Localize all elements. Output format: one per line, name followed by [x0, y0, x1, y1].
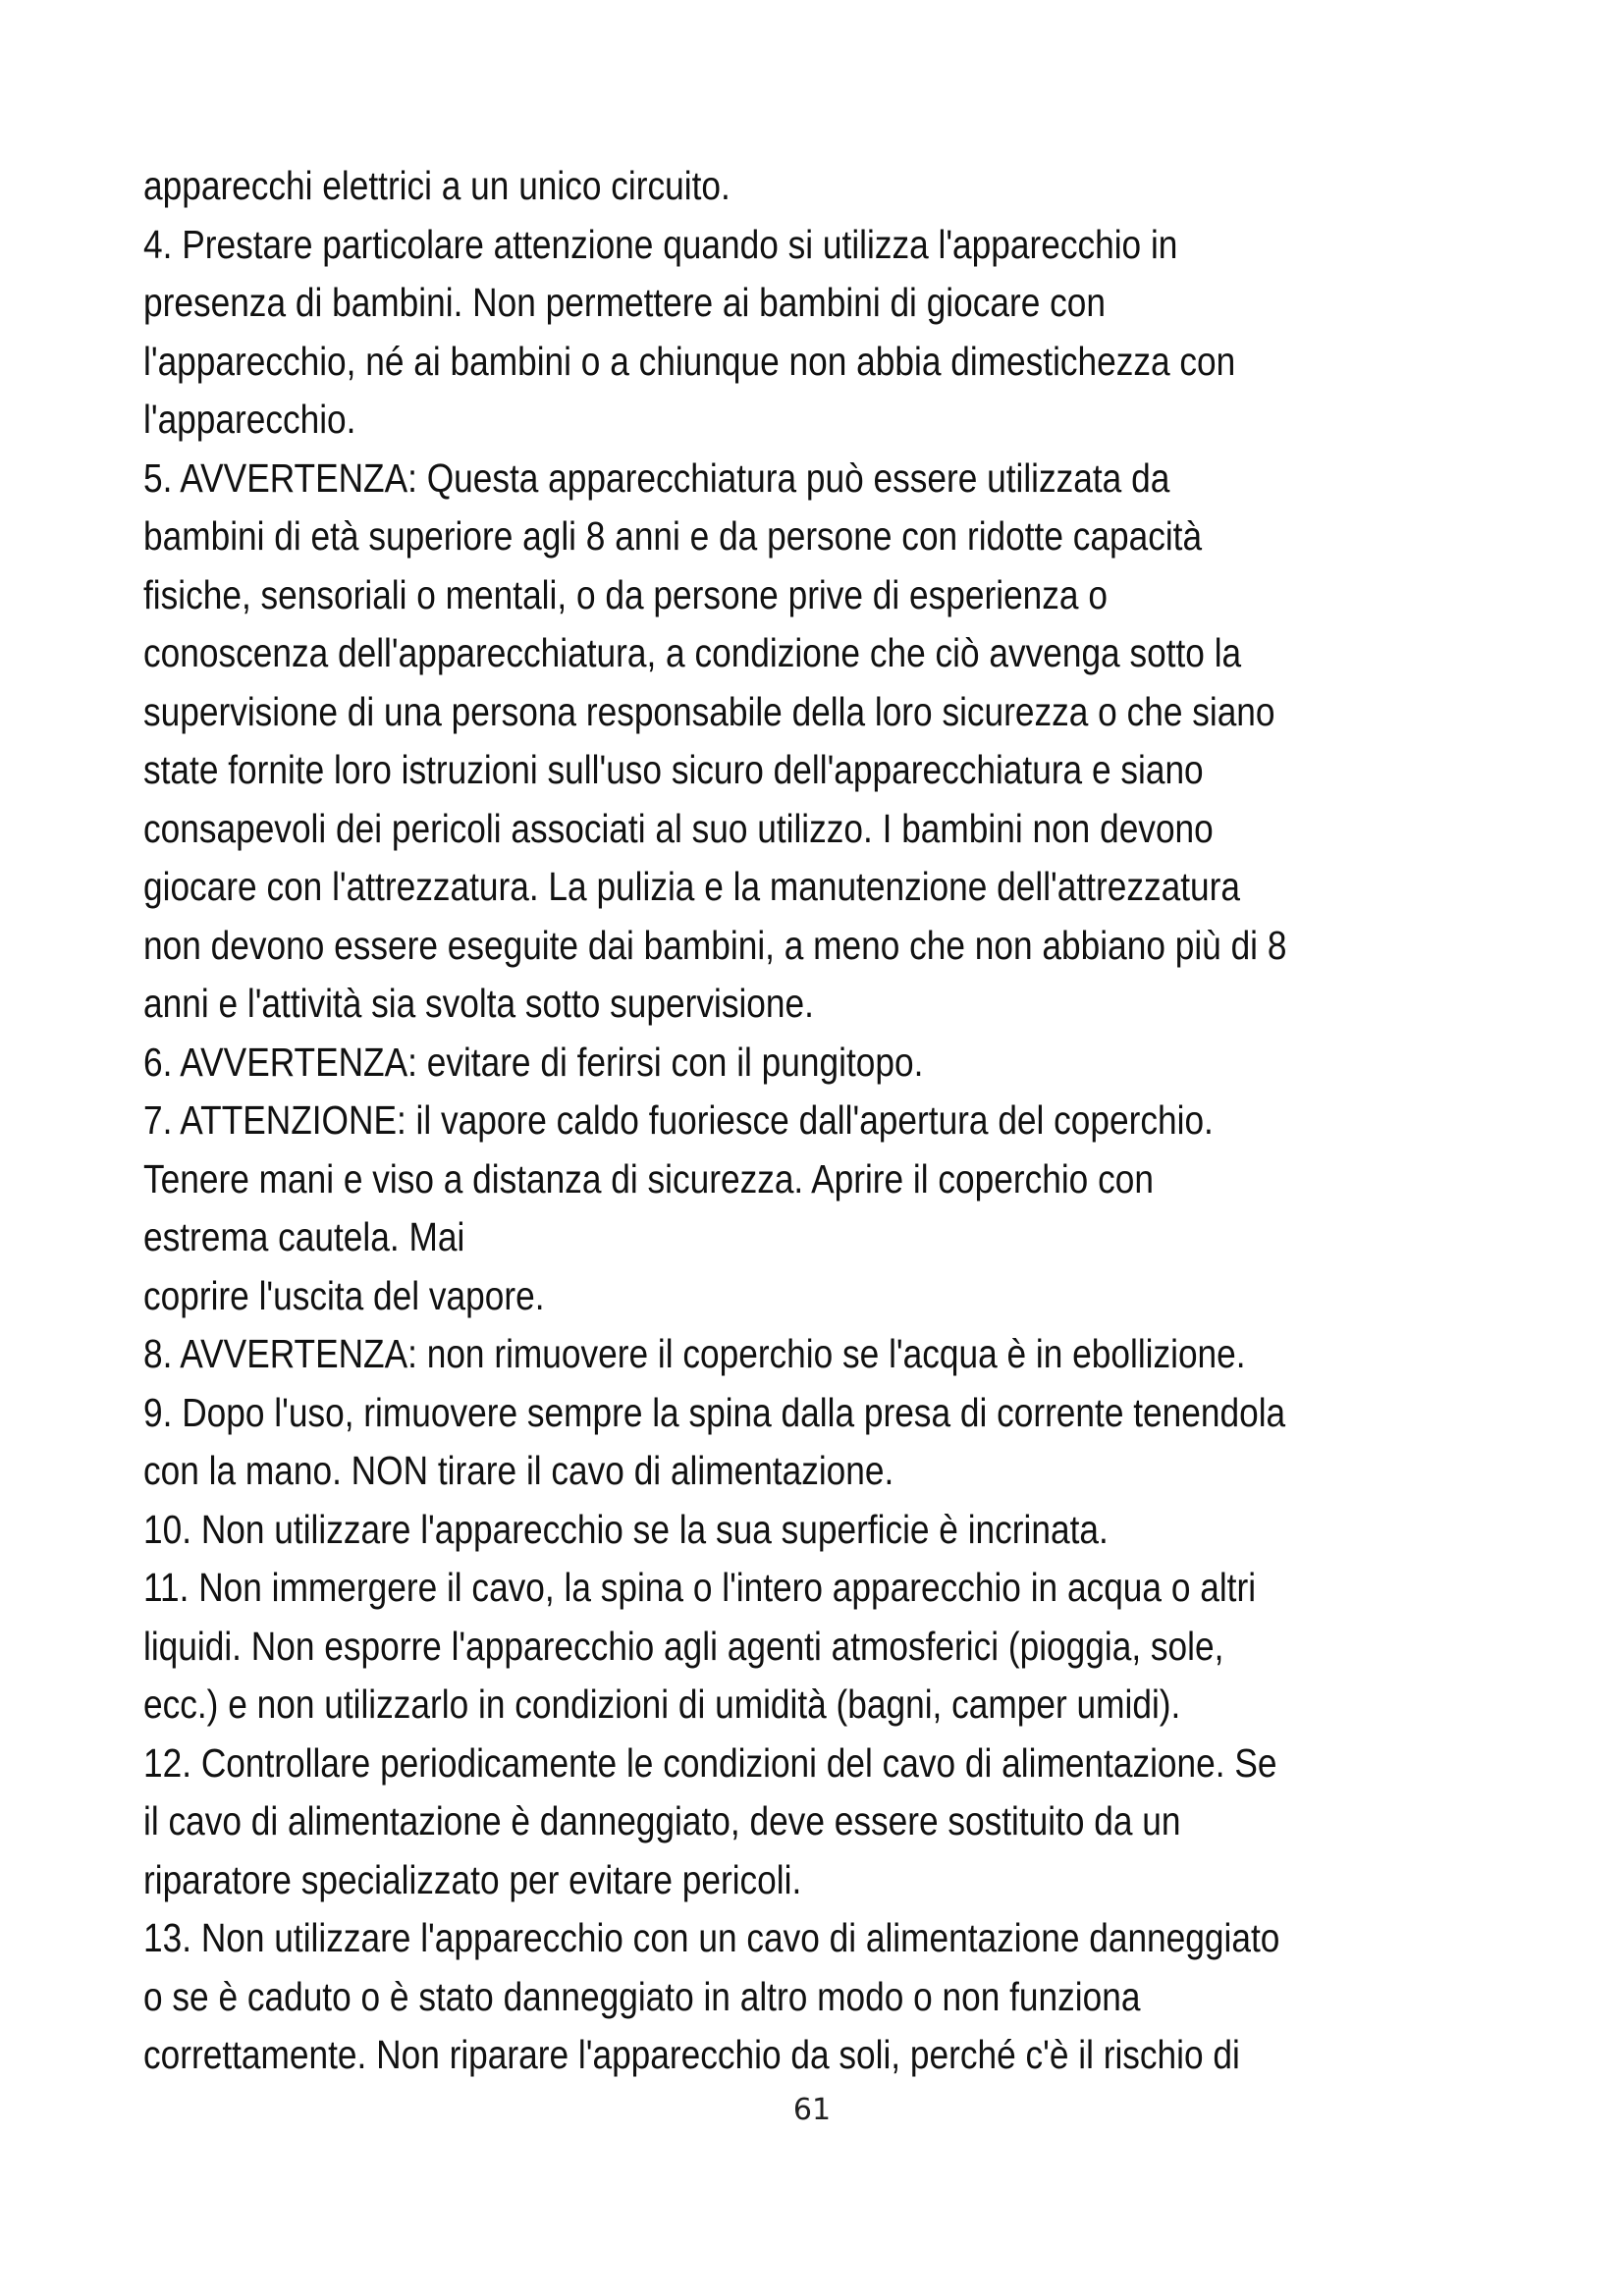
text-line: bambini di età superiore agli 8 anni e da persone con ridotte capacità [143, 513, 1203, 559]
text-line: correttamente. Non riparare l'apparecchio da soli, perché c'è il rischio di [143, 2032, 1240, 2077]
text-line: 5. AVVERTENZA: Questa apparecchiatura può essere utilizzata da [143, 454, 1170, 501]
text-line: liquidi. Non esporre l'apparecchio agli agenti atmosferici (pioggia, sole, [143, 1623, 1224, 1669]
text-line: 4. Prestare particolare attenzione quando si utilizza l'apparecchio in [143, 221, 1178, 267]
text-line: state fornite loro istruzioni sull'uso sicuro dell'apparecchiatura e siano [143, 747, 1204, 792]
body-text [143, 157, 1359, 2085]
text-line: 10. Non utilizzare l'apparecchio se la sua superficie è incrinata. [143, 1506, 1109, 1552]
text-line: estrema cautela. Mai [143, 1214, 465, 1259]
text-line: 12. Controllare periodicamente le condizioni del cavo di alimentazione. Se [143, 1739, 1277, 1786]
page-number: 61 [792, 2093, 832, 2127]
text-line: ecc.) e non utilizzarlo in condizioni di umidità (bagni, camper umidi). [143, 1682, 1181, 1727]
text-line: consapevoli dei pericoli associati al suo utilizzo. I bambini non devono [143, 805, 1214, 851]
text-line: non devono essere eseguite dai bambini, a meno che non abbiano più di 8 [143, 922, 1287, 968]
text-line: 8. AVVERTENZA: non rimuovere il coperchio se l'acqua è in ebollizione. [143, 1331, 1246, 1376]
text-line: con la mano. NON tirare il cavo di alimentazione. [143, 1448, 894, 1493]
text-line: fisiche, sensoriali o mentali, o da persone prive di esperienza o [143, 571, 1108, 617]
text-line: anni e l'attività sia svolta sotto supervisione. [143, 981, 814, 1026]
text-line: giocare con l'attrezzatura. La pulizia e la manutenzione dell'attrezzatura [143, 864, 1240, 909]
text-line: presenza di bambini. Non permettere ai bambini di giocare con [143, 280, 1106, 325]
text-line: apparecchi elettrici a un unico circuito. [143, 163, 731, 208]
text-line: 9. Dopo l'uso, rimuovere sempre la spina dalla presa di corrente tenendola [143, 1389, 1286, 1435]
text-line: l'apparecchio, né ai bambini o a chiunque non abbia dimestichezza con [143, 338, 1236, 384]
text-line: 13. Non utilizzare l'apparecchio con un cavo di alimentazione danneggiato [143, 1915, 1280, 1960]
text-line: coprire l'uscita del vapore. [143, 1272, 545, 1318]
text-line: Tenere mani e viso a distanza di sicurezza. Aprire il coperchio con [143, 1155, 1154, 1201]
text-line: 11. Non immergere il cavo, la spina o l'intero apparecchio in acqua o altri [143, 1565, 1257, 1610]
text-line: 7. ATTENZIONE: il vapore caldo fuoriesce dall'apertura del coperchio. [143, 1097, 1214, 1143]
text-line: il cavo di alimentazione è danneggiato, deve essere sostituito da un [143, 1798, 1181, 1843]
text-line: conoscenza dell'apparecchiatura, a condizione che ciò avvenga sotto la [143, 630, 1242, 675]
text-line: 6. AVVERTENZA: evitare di ferirsi con il pungitopo. [143, 1039, 924, 1085]
text-line: l'apparecchio. [143, 397, 356, 442]
text-line: supervisione di una persona responsabile della loro sicurezza o che siano [143, 688, 1275, 734]
text-line: o se è caduto o è stato danneggiato in altro modo o non funziona [143, 1973, 1141, 2019]
text-line: riparatore specializzato per evitare pericoli. [143, 1856, 802, 1902]
